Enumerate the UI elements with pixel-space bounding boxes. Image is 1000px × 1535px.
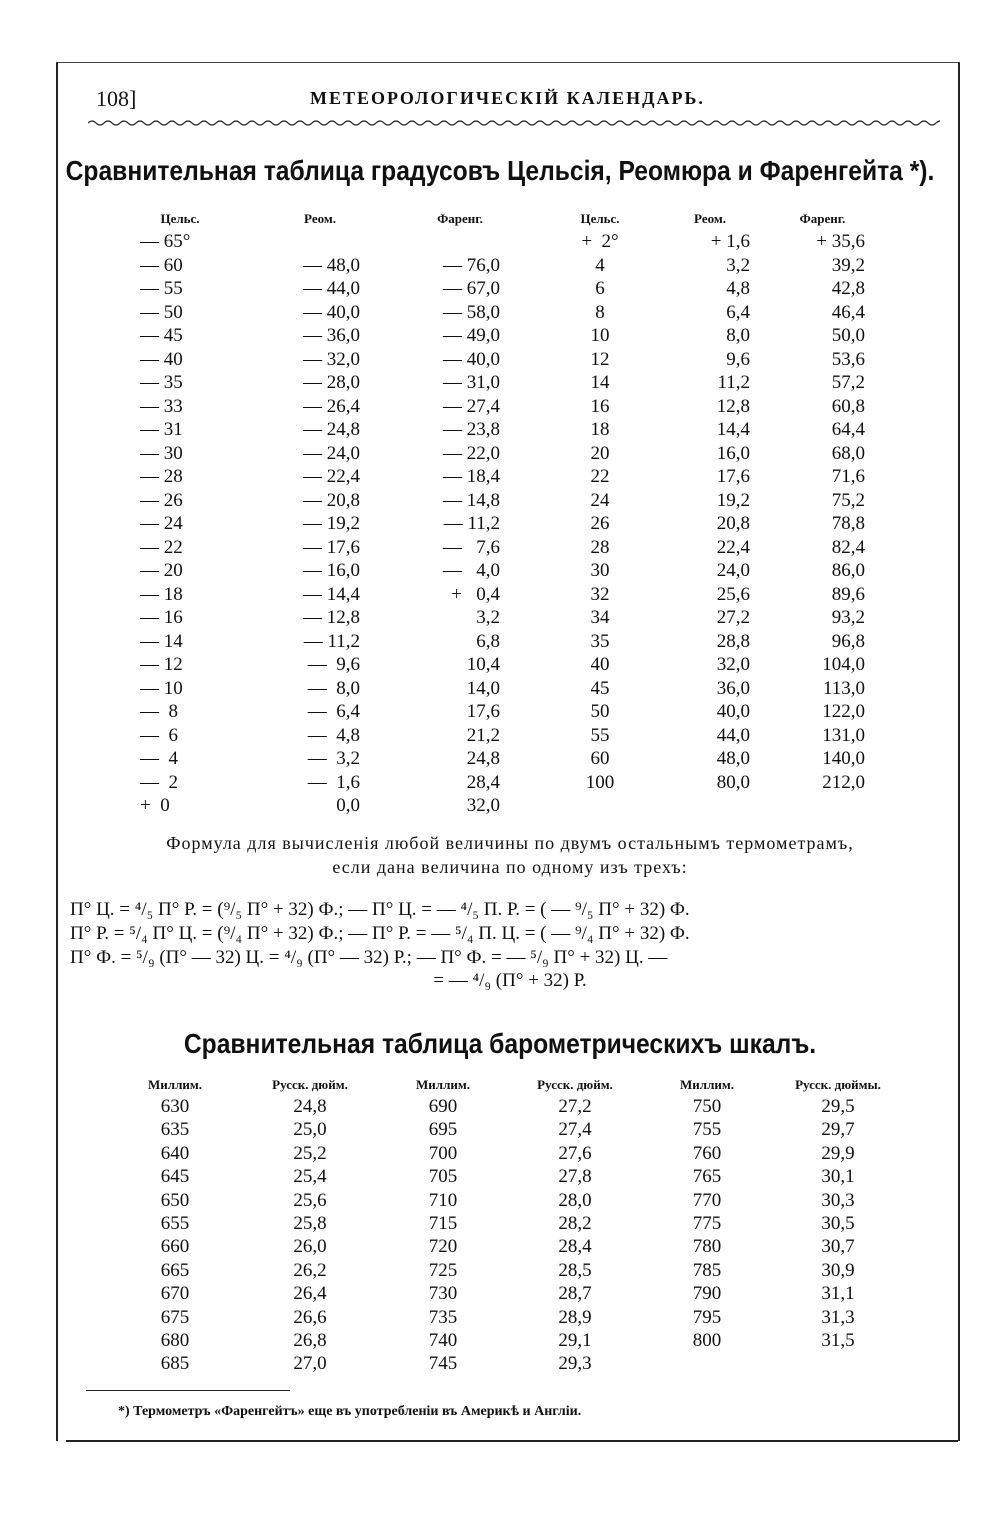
table-cell: 60 <box>590 748 610 769</box>
table-cell: — 28 <box>140 466 183 487</box>
column-header: Русск. дюйм. <box>537 1077 613 1092</box>
table-cell: 32,0 <box>716 654 750 675</box>
table-cell: 14,0 <box>466 677 500 699</box>
table-cell: — 20 <box>140 560 183 581</box>
table-cell: 82,4 <box>831 536 865 558</box>
table-cell: — 22 <box>140 536 183 558</box>
table-cell: 18 <box>590 419 610 440</box>
table-cell <box>420 230 500 254</box>
table-cell: 775 <box>692 1212 722 1234</box>
table-cell: — 40 <box>140 348 183 370</box>
table-cell: 28,9 <box>558 1306 592 1328</box>
table-cell: 25,6 <box>293 1189 327 1211</box>
table-cell: 8,0 <box>726 325 750 346</box>
table-cell: — 27,4 <box>443 395 500 417</box>
table-cell: 27,2 <box>716 607 750 628</box>
table-cell: — 32,0 <box>303 348 360 370</box>
table-cell: 30,1 <box>821 1166 855 1188</box>
table-cell: 690 <box>428 1096 458 1117</box>
table-cell: 35 <box>590 630 610 652</box>
table-cell: 28,0 <box>558 1189 592 1211</box>
table-cell: 34 <box>590 607 610 628</box>
table-cell: 30,7 <box>821 1236 855 1258</box>
footnote-rule <box>86 1390 290 1391</box>
table-cell: 21,2 <box>466 724 500 746</box>
column-header: Реом. <box>304 211 336 226</box>
table-cell: — 3,2 <box>307 748 360 769</box>
table-cell: 55 <box>590 724 610 746</box>
table-cell: 30,5 <box>821 1212 855 1234</box>
table-cell: — 45 <box>140 325 183 346</box>
col-right-fahrenheit <box>780 208 865 794</box>
table-cell: — 26 <box>140 489 183 511</box>
table-cell: 3,2 <box>476 607 500 628</box>
table-cell: 78,8 <box>831 513 865 534</box>
table-cell: 30,3 <box>821 1189 855 1211</box>
table-cell: — 18 <box>140 583 183 605</box>
table-cell: 27,8 <box>558 1166 592 1188</box>
col-left-celsius <box>140 208 220 818</box>
table-cell: 25,4 <box>293 1166 327 1188</box>
bottom-rule <box>66 1440 958 1442</box>
column-header: Реом. <box>694 211 726 226</box>
table-cell: 760 <box>692 1142 722 1164</box>
table-cell: 17,6 <box>716 466 750 487</box>
table-cell: 29,7 <box>821 1119 855 1141</box>
table-cell: 100 <box>585 771 615 793</box>
table-cell: 765 <box>692 1166 722 1188</box>
table-cell: 29,1 <box>558 1329 592 1351</box>
table-cell: 39,2 <box>831 254 865 276</box>
table-cell: 25,2 <box>293 1142 327 1164</box>
table-cell: 740 <box>428 1329 458 1351</box>
table-cell: 640 <box>160 1142 190 1164</box>
table-cell: 50 <box>590 701 610 722</box>
table-cell: 80,0 <box>716 771 750 793</box>
table-cell: 75,2 <box>831 489 865 511</box>
table-cell: — 10 <box>140 677 183 699</box>
table-cell: 645 <box>160 1166 190 1188</box>
table-cell: 11,2 <box>717 372 750 393</box>
table-cell: — 12,8 <box>303 607 360 628</box>
table-cell: 26,8 <box>293 1329 327 1351</box>
table-cell: 3,2 <box>726 254 750 276</box>
table-cell: — 60 <box>140 254 183 276</box>
table-cell: — 26,4 <box>303 395 360 417</box>
barometer-table-title: Сравнительная таблица барометрическихъ шкалъ. <box>183 1028 817 1059</box>
table-cell: 12,8 <box>716 395 750 417</box>
table-cell: — 44,0 <box>303 278 360 299</box>
table-cell: 22,4 <box>716 536 750 558</box>
table-cell: — 30 <box>140 442 183 464</box>
table-cell: 0,0 <box>336 795 360 816</box>
table-cell: 20,8 <box>716 513 750 534</box>
table-cell: — 11,2 <box>303 630 360 652</box>
table-cell: 715 <box>428 1212 458 1234</box>
table-cell: — 65° <box>140 231 191 252</box>
table-cell: — 12 <box>140 654 183 675</box>
table-cell: 25,6 <box>716 583 750 605</box>
table-cell: — 11,2 <box>443 513 500 534</box>
table-cell: 44,0 <box>716 724 750 746</box>
table-cell: 40 <box>590 654 610 675</box>
table-cell: 113,0 <box>822 677 865 699</box>
table-cell <box>280 230 360 254</box>
table-cell: 212,0 <box>822 771 865 793</box>
table-cell: 71,6 <box>831 466 865 487</box>
table-cell: 68,0 <box>831 442 865 464</box>
table-cell: 720 <box>428 1236 458 1258</box>
table-cell: 19,2 <box>716 489 750 511</box>
col-mm-1 <box>130 1075 220 1376</box>
col-mm-2 <box>398 1075 488 1376</box>
table-cell: 64,4 <box>831 419 865 440</box>
table-cell: 8 <box>595 301 605 323</box>
table-cell: 635 <box>160 1119 190 1141</box>
table-cell: 27,2 <box>558 1096 592 1117</box>
column-header: Миллим. <box>680 1077 734 1092</box>
table-cell: 680 <box>160 1329 190 1351</box>
table-cell: 710 <box>428 1189 458 1211</box>
table-cell: 700 <box>428 1142 458 1164</box>
table-cell: 40,0 <box>716 701 750 722</box>
table-cell: — 50 <box>140 301 183 323</box>
table-cell: — 48,0 <box>303 254 360 276</box>
table-cell: — 24,8 <box>303 419 360 440</box>
table-cell: — 18,4 <box>443 466 500 487</box>
table-cell: — 33 <box>140 395 183 417</box>
table-cell: 122,0 <box>822 701 865 722</box>
table-cell: — 9,6 <box>307 654 360 675</box>
col-mm-3 <box>662 1075 752 1352</box>
wavy-rule <box>88 118 940 128</box>
table-cell: 32 <box>590 583 610 605</box>
table-cell: 46,4 <box>831 301 865 323</box>
table-cell: 16 <box>590 395 610 417</box>
table-cell: 785 <box>692 1259 722 1281</box>
table-cell: 27,6 <box>558 1142 592 1164</box>
table-cell: 26,4 <box>293 1283 327 1305</box>
table-cell: 655 <box>160 1212 190 1234</box>
table-cell: — 22,0 <box>443 442 500 464</box>
table-cell: — 55 <box>140 278 183 299</box>
footnote: *) Термометръ «Фаренгейтъ» еще въ употребленіи въ Америкѣ и Англіи. <box>118 1404 582 1419</box>
table-cell: 705 <box>428 1166 458 1188</box>
table-cell: 16,0 <box>716 442 750 464</box>
table-cell: 670 <box>160 1283 190 1305</box>
table-cell: — 17,6 <box>303 536 360 558</box>
table-cell: 60,8 <box>831 395 865 417</box>
table-cell: 28,7 <box>558 1283 592 1305</box>
table-cell: — 23,8 <box>443 419 500 440</box>
table-cell: 630 <box>160 1096 190 1117</box>
col-right-celsius <box>560 208 640 794</box>
table-cell: 795 <box>692 1306 722 1328</box>
table-cell: 25,0 <box>293 1119 327 1141</box>
table-cell: 14 <box>590 372 610 393</box>
table-cell: — 31 <box>140 419 183 440</box>
table-cell: 10,4 <box>466 654 500 675</box>
table-cell: 28,4 <box>466 771 500 793</box>
table-cell: — 22,4 <box>303 466 360 487</box>
table-cell: — 24,0 <box>303 442 360 464</box>
column-header: Фаренг. <box>799 211 846 226</box>
table-cell: 96,8 <box>831 630 865 652</box>
table-cell: 745 <box>428 1353 458 1375</box>
table-cell: 27,4 <box>558 1119 592 1141</box>
table-cell: + 0 <box>140 795 170 816</box>
table-cell: 6,8 <box>476 630 500 652</box>
table-cell: 31,5 <box>821 1329 855 1351</box>
table-cell: 131,0 <box>822 724 865 746</box>
table-cell: 31,3 <box>821 1306 855 1328</box>
formula-line3: П° Ф. = ⁵/₉ (П° — 32) Ц. = ⁴/₉ (П° — 32) Р.; — П° Ф. = — ⁵/₉ П° + 32) Ц. — <box>70 947 668 968</box>
table-cell: 29,5 <box>821 1096 855 1117</box>
formula-intro-line1: Формула для вычисленія любой величины по двумъ остальнымъ термометрамъ, <box>166 833 854 853</box>
col-inch-2 <box>515 1075 635 1376</box>
table-cell: 730 <box>428 1283 458 1305</box>
table-cell: 755 <box>692 1119 722 1141</box>
table-cell: 735 <box>428 1306 458 1328</box>
table-cell: 86,0 <box>831 560 865 581</box>
table-cell: — 20,8 <box>303 489 360 511</box>
table-cell: + 1,6 <box>710 231 750 252</box>
table-cell: 45 <box>590 677 610 699</box>
table-cell: — 6 <box>140 724 178 746</box>
table-cell: 685 <box>160 1353 190 1375</box>
table-cell: 24 <box>590 489 610 511</box>
table-cell: — 49,0 <box>443 325 500 346</box>
table-cell: — 67,0 <box>443 278 500 299</box>
table-cell: — 40,0 <box>303 301 360 323</box>
table-cell: 665 <box>160 1259 190 1281</box>
table-cell: 48,0 <box>716 748 750 769</box>
table-cell: 725 <box>428 1259 458 1281</box>
table-cell: 26,6 <box>293 1306 327 1328</box>
page-header <box>80 86 940 116</box>
column-header: Фаренг. <box>437 211 483 226</box>
table-cell: — 16 <box>140 607 183 628</box>
table-cell: — 4,8 <box>307 724 360 746</box>
table-cell: 20 <box>590 442 610 464</box>
table-cell: — 14 <box>140 630 183 652</box>
table-cell: 24,8 <box>466 748 500 769</box>
table-cell: 6 <box>595 278 605 299</box>
table-cell: 27,0 <box>293 1353 327 1375</box>
table-cell: — 4 <box>140 748 178 769</box>
table-cell: 695 <box>428 1119 458 1141</box>
table-cell: 675 <box>160 1306 190 1328</box>
temperature-table-title: Сравнительная таблица градусовъ Цельсія, Реомюра и Фаренгейта *). <box>65 155 935 186</box>
formula-line4: = — ⁴/₉ (П° + 32) Р. <box>433 970 587 991</box>
column-header: Русск. дюймы. <box>795 1077 881 1092</box>
table-cell: 750 <box>692 1096 722 1117</box>
table-cell: 24,8 <box>293 1096 327 1117</box>
formula-intro-line2: если дана величина по одному изъ трехъ: <box>332 857 688 877</box>
table-cell: 650 <box>160 1189 190 1211</box>
table-cell: 25,8 <box>293 1212 327 1234</box>
table-cell: — 24 <box>140 513 183 534</box>
formula-line2: П° Р. = ⁵/₄ П° Ц. = (⁹/₄ П° + 32) Ф.; — П° Р. = — ⁵/₄ П. Ц. = ( — ⁹/₄ П° + 32) Ф. <box>70 923 690 944</box>
table-cell: 31,1 <box>821 1283 855 1305</box>
table-cell: 93,2 <box>831 607 865 628</box>
column-header: Русск. дюйм. <box>272 1077 348 1092</box>
table-cell: 53,6 <box>831 348 865 370</box>
table-cell: — 31,0 <box>443 372 500 393</box>
table-cell: 4,8 <box>726 278 750 299</box>
table-cell: — 28,0 <box>303 372 360 393</box>
table-cell: 22 <box>590 466 610 487</box>
table-cell: 28,2 <box>558 1212 592 1234</box>
table-cell: + 2° <box>581 231 619 252</box>
table-cell: 12 <box>590 348 610 370</box>
column-header: Миллим. <box>416 1077 470 1092</box>
table-cell: — 19,2 <box>303 513 360 534</box>
table-cell: 30,9 <box>821 1259 855 1281</box>
table-cell: — 36,0 <box>303 325 360 346</box>
table-cell: 10 <box>590 325 610 346</box>
table-cell: — 14,8 <box>443 489 500 511</box>
table-cell: + 35,6 <box>816 231 865 252</box>
page-number: 108] <box>96 86 137 111</box>
table-cell: 104,0 <box>822 654 865 675</box>
table-cell: 9,6 <box>726 348 750 370</box>
table-cell: 770 <box>692 1189 722 1211</box>
table-cell: — 16,0 <box>303 560 360 581</box>
col-right-reaumur <box>670 208 750 794</box>
table-cell: 57,2 <box>831 372 865 393</box>
table-cell: 660 <box>160 1236 190 1258</box>
table-cell: 28,5 <box>558 1259 592 1281</box>
table-cell: 29,3 <box>558 1353 592 1375</box>
table-cell: 28 <box>590 536 610 558</box>
table-cell: 140,0 <box>822 748 865 769</box>
table-cell: — 35 <box>140 372 183 393</box>
col-inch-3 <box>778 1075 898 1352</box>
table-cell: + 0,4 <box>451 583 500 605</box>
table-cell: 50,0 <box>831 325 865 346</box>
table-cell: 36,0 <box>716 677 750 699</box>
table-cell: 6,4 <box>726 301 750 323</box>
table-cell: 42,8 <box>831 278 865 299</box>
running-title: МЕТЕОРОЛОГИЧЕСКІЙ КАЛЕНДАРЬ. <box>310 88 705 108</box>
table-cell: — 8,0 <box>307 677 360 699</box>
col-left-fahrenheit <box>420 208 500 818</box>
table-cell: — 58,0 <box>443 301 500 323</box>
table-cell: 800 <box>692 1329 722 1351</box>
formula-line1: П° Ц. = ⁴/₅ П° Р. = (⁹/₅ П° + 32) Ф.; — П° Ц. = — ⁴/₅ П. Р. = ( — ⁹/₅ П° + 32) Ф. <box>70 899 690 920</box>
table-cell: 30 <box>590 560 610 581</box>
table-cell: — 6,4 <box>307 701 360 722</box>
column-header: Цельс. <box>580 211 620 226</box>
table-cell: 780 <box>692 1236 722 1258</box>
table-cell: 89,6 <box>831 583 865 605</box>
table-cell: — 40,0 <box>443 348 500 370</box>
table-cell: 4 <box>595 254 605 276</box>
table-cell: 24,0 <box>716 560 750 581</box>
table-cell: 28,4 <box>558 1236 592 1258</box>
table-cell: 28,8 <box>716 630 750 652</box>
table-cell: 26,2 <box>293 1259 327 1281</box>
table-cell: 790 <box>692 1283 722 1305</box>
table-cell: 32,0 <box>466 795 500 816</box>
table-cell: 14,4 <box>716 419 750 440</box>
table-cell: 26 <box>590 513 610 534</box>
column-header: Цельс. <box>160 211 200 226</box>
col-left-reaumur <box>280 208 360 818</box>
table-cell: — 7,6 <box>443 536 500 558</box>
table-cell: — 2 <box>140 771 178 793</box>
table-cell: 17,6 <box>466 701 500 722</box>
table-cell: 29,9 <box>821 1142 855 1164</box>
table-cell: — 76,0 <box>443 254 500 276</box>
table-cell: — 1,6 <box>307 771 360 793</box>
table-cell: — 4,0 <box>443 560 500 581</box>
column-header: Миллим. <box>148 1077 202 1092</box>
table-cell: — 14,4 <box>303 583 360 605</box>
table-cell: — 8 <box>140 701 178 722</box>
col-inch-1 <box>250 1075 370 1376</box>
table-cell: 26,0 <box>293 1236 327 1258</box>
